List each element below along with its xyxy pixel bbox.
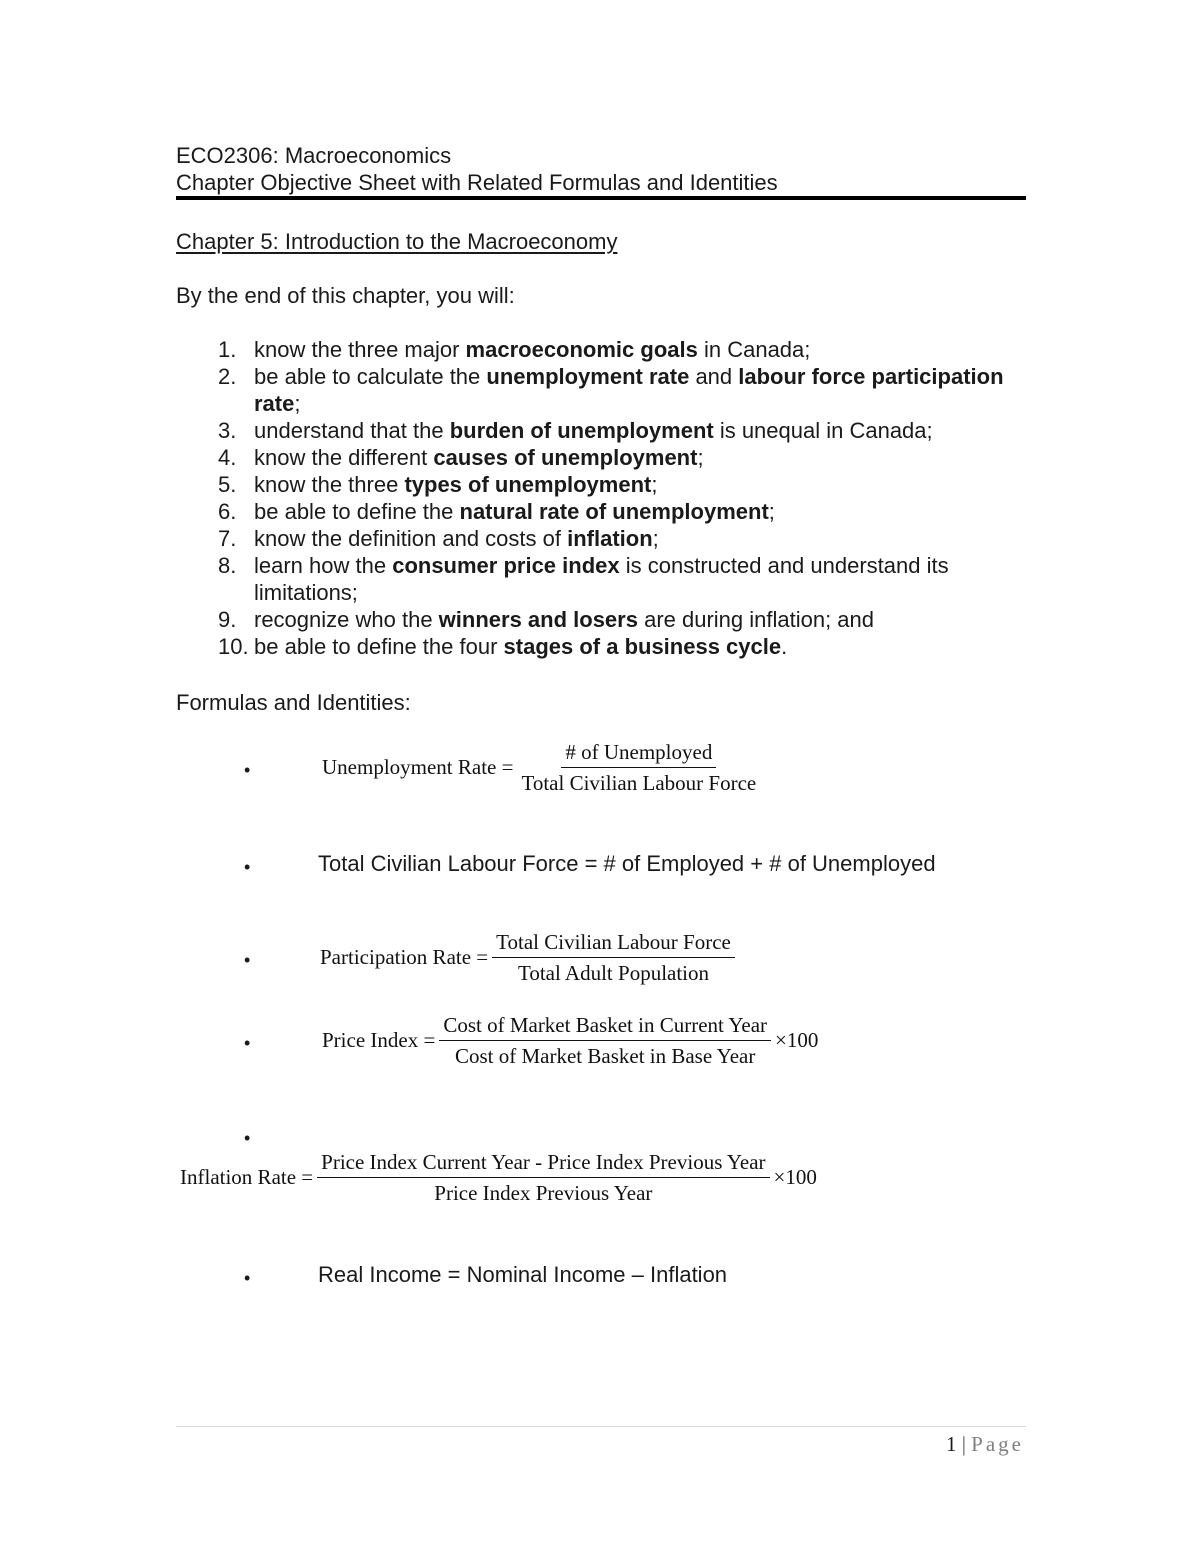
- objective-key-term: labour force participation rate: [254, 364, 1004, 416]
- denominator: Total Civilian Labour Force: [521, 771, 757, 795]
- bullet-icon: •: [244, 950, 251, 970]
- chapter-title: Chapter 5: Introduction to the Macroeconomy: [176, 229, 618, 254]
- objective-text: know the definition and costs of: [254, 526, 568, 551]
- multiplier: ×100: [775, 1028, 819, 1052]
- formula-lhs: Inflation Rate =: [180, 1165, 314, 1189]
- multiplier: ×100: [773, 1165, 817, 1189]
- objective-key-term: natural rate of unemployment: [459, 499, 769, 524]
- objective-item: [176, 552, 1026, 606]
- objective-text: is constructed and understand its limitations;: [254, 553, 949, 605]
- denominator: Total Adult Population: [517, 961, 710, 985]
- formula-lhs: Unemployment Rate =: [322, 755, 514, 779]
- objective-item: [176, 444, 1026, 471]
- header-divider: [176, 196, 1026, 200]
- numerator: Total Civilian Labour Force: [492, 930, 735, 958]
- bullet-icon: •: [244, 1128, 251, 1148]
- objective-text: be able to calculate the: [254, 364, 487, 389]
- objective-key-term: causes of unemployment: [433, 445, 698, 470]
- numerator: Cost of Market Basket in Current Year: [439, 1013, 771, 1041]
- objective-key-term: inflation: [567, 526, 653, 551]
- formula-lhs: Price Index =: [322, 1028, 436, 1052]
- real-income-identity: Real Income = Nominal Income – Inflation: [318, 1262, 728, 1287]
- intro-text: By the end of this chapter, you will:: [176, 283, 515, 308]
- objective-text: are during inflation; and: [637, 607, 875, 632]
- objective-text: be able to define the: [254, 499, 460, 524]
- objective-number: 7.: [218, 526, 237, 551]
- objective-number: 6.: [218, 499, 237, 524]
- footer-separator: |: [961, 1432, 966, 1456]
- denominator: Cost of Market Basket in Base Year: [454, 1044, 756, 1068]
- objective-text: understand that the: [254, 418, 450, 443]
- objective-text: ;: [697, 445, 704, 470]
- objective-text: and: [689, 364, 739, 389]
- footer-divider: [176, 1426, 1026, 1427]
- labour-force-identity: Total Civilian Labour Force = # of Employed + # of Unemployed: [318, 851, 936, 876]
- objective-key-term: burden of unemployment: [449, 418, 714, 443]
- fraction: [492, 930, 735, 985]
- bullet-icon: •: [244, 857, 251, 877]
- formulas-heading: Formulas and Identities:: [176, 690, 411, 715]
- objective-text: know the three major: [254, 337, 466, 362]
- course-title: ECO2306: Macroeconomics: [176, 143, 452, 168]
- objective-number: 4.: [218, 445, 237, 470]
- fraction: [317, 1150, 769, 1205]
- objectives-list: [176, 336, 1026, 660]
- objective-text: ;: [768, 499, 775, 524]
- objective-key-term: consumer price index: [392, 553, 620, 578]
- objective-number: 1.: [218, 337, 237, 362]
- objective-text: is unequal in Canada;: [713, 418, 933, 443]
- price-index-formula: [322, 1013, 818, 1068]
- objective-key-term: stages of a business cycle: [503, 634, 782, 659]
- objective-item: [176, 417, 1026, 444]
- fraction: [517, 740, 760, 795]
- objective-number: 9.: [218, 607, 237, 632]
- objective-text: .: [781, 634, 788, 659]
- objective-text: ;: [651, 472, 658, 497]
- objective-number: 3.: [218, 418, 237, 443]
- objective-text: ;: [652, 526, 659, 551]
- objective-key-term: macroeconomic goals: [465, 337, 698, 362]
- objective-key-term: winners and losers: [438, 607, 638, 632]
- bullet-icon: •: [244, 760, 251, 780]
- objective-text: ;: [294, 391, 301, 416]
- objective-text: in Canada;: [697, 337, 811, 362]
- objective-item: [176, 498, 1026, 525]
- unemployment-rate-formula: [322, 740, 762, 795]
- sheet-subtitle: Chapter Objective Sheet with Related Formulas and Identities: [176, 170, 778, 195]
- numerator: Price Index Current Year - Price Index Previous Year: [317, 1150, 769, 1178]
- objective-number: 10.: [218, 634, 249, 659]
- bullet-icon: •: [244, 1033, 251, 1053]
- inflation-rate-formula: [180, 1150, 817, 1205]
- objective-number: 5.: [218, 472, 237, 497]
- objective-text: know the different: [254, 445, 434, 470]
- objective-number: 2.: [218, 364, 237, 389]
- page-label: Page: [971, 1432, 1024, 1456]
- objective-item: [176, 633, 1026, 660]
- objective-item: [176, 363, 1026, 417]
- objective-item: [176, 525, 1026, 552]
- objective-item: [176, 471, 1026, 498]
- objective-text: recognize who the: [254, 607, 439, 632]
- formula-lhs: Participation Rate =: [320, 945, 489, 969]
- objective-item: [176, 606, 1026, 633]
- objective-item: [176, 336, 1026, 363]
- objective-key-term: unemployment rate: [486, 364, 690, 389]
- objective-key-term: types of unemployment: [404, 472, 652, 497]
- objective-text: be able to define the four: [254, 634, 504, 659]
- denominator: Price Index Previous Year: [434, 1181, 653, 1205]
- objective-number: 8.: [218, 553, 237, 578]
- objective-text: know the three: [254, 472, 405, 497]
- bullet-icon: •: [244, 1268, 251, 1288]
- participation-rate-formula: [320, 930, 737, 985]
- objective-text: learn how the: [254, 553, 393, 578]
- numerator: # of Unemployed: [561, 740, 716, 768]
- fraction: [439, 1013, 771, 1068]
- page-footer: [946, 1431, 1024, 1457]
- page-number: 1: [945, 1432, 957, 1456]
